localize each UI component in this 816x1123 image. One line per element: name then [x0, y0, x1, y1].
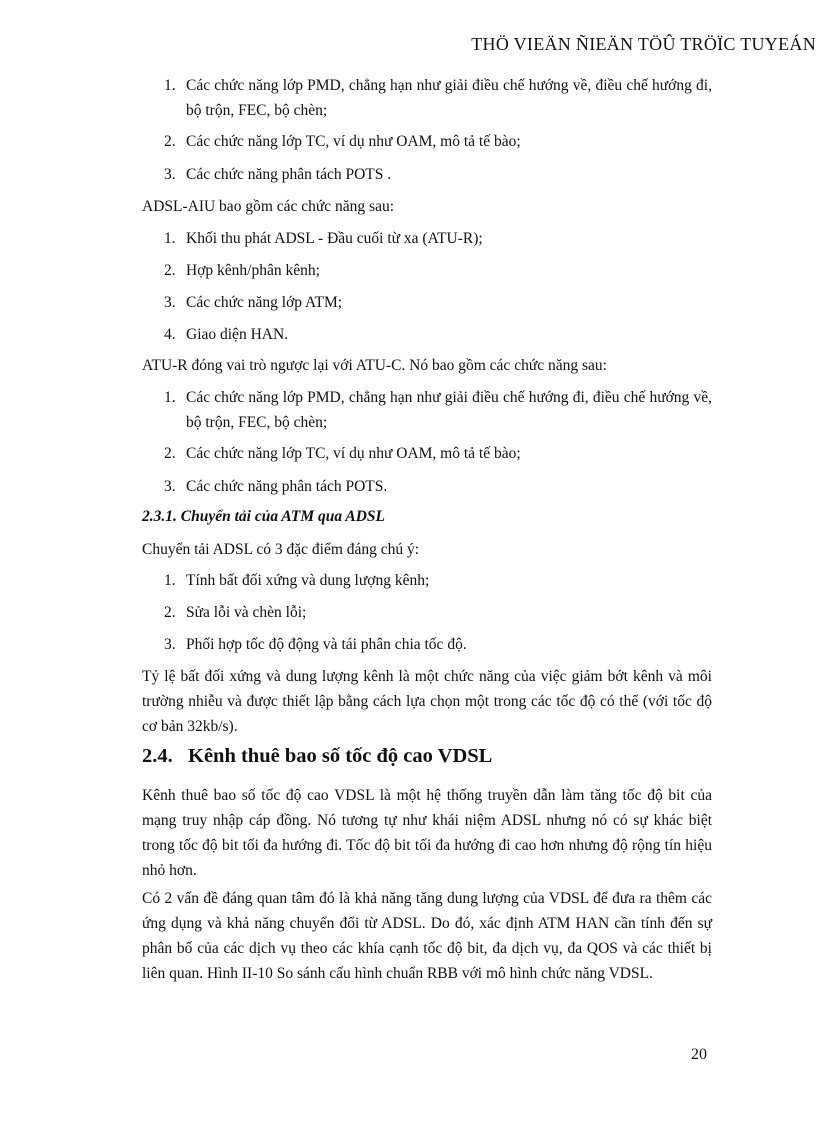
list-number: 2. [164, 133, 176, 150]
list-item [164, 73, 712, 123]
page-number: 20 [691, 1046, 707, 1063]
list-item [164, 258, 712, 283]
section-heading [142, 745, 492, 768]
list-text: Phối hợp tốc độ động và tái phân chia tốc độ. [186, 636, 467, 653]
list-text: Các chức năng lớp ATM; [186, 294, 343, 311]
list-number: 3. [164, 294, 176, 311]
list-number: 3. [164, 636, 176, 653]
list-text: Hợp kênh/phân kênh; [186, 262, 320, 279]
list-item [164, 441, 712, 466]
list-number: 1. [164, 77, 176, 94]
list-item [164, 568, 712, 593]
paragraph: ADSL-AIU bao gồm các chức năng sau: [142, 198, 395, 215]
list-item [164, 385, 712, 435]
list-text: Các chức năng phân tách POTS. [186, 478, 388, 495]
section-number: 2.4. [142, 745, 173, 767]
list-text: Tính bất đối xứng và dung lượng kênh; [186, 572, 430, 589]
list-text: Sửa lỗi và chèn lỗi; [186, 604, 307, 621]
paragraph: Kênh thuê bao số tốc độ cao VDSL là một hệ thống truyền dẫn làm tăng tốc độ bit của mạng truy nhập cáp đồng. Nó tương tự như khái niệm ADSL nhưng nó có sự khác biệt trong tốc độ bit tối đa hướng đi. Tốc độ bit tối đa hướng đi cao hơn nhưng độ rộng tín hiệu nhỏ hơn. [142, 787, 712, 879]
list-item [164, 600, 712, 625]
list-number: 1. [164, 572, 176, 589]
list-text: Các chức năng phân tách POTS . [186, 166, 392, 183]
list-text: Các chức năng lớp TC, ví dụ như OAM, mô tả tế bào; [186, 133, 521, 150]
paragraph: Chuyển tải ADSL có 3 đặc điểm đáng chú ý: [142, 541, 420, 558]
section-title: Kênh thuê bao số tốc độ cao VDSL [188, 745, 493, 767]
list-number: 1. [164, 389, 176, 406]
list-text: Giao diện HAN. [186, 326, 289, 343]
list-item [164, 322, 712, 347]
paragraph: ATU-R đóng vai trò ngược lại với ATU-C. Nó bao gồm các chức năng sau: [142, 357, 607, 374]
running-header: THÖ VIEÄN ÑIEÄN TÖÛ TRÖÏC TUYEÁN [471, 34, 816, 54]
list-item [164, 474, 712, 499]
list-number: 3. [164, 166, 176, 183]
paragraph: Tỷ lệ bất đối xứng và dung lượng kênh là một chức năng của việc giảm bớt kênh và môi trường nhiễu và được thiết lập bằng cách lựa chọn một trong các tốc độ có thể (với tốc độ cơ bản 32kb/s). [142, 668, 712, 735]
list-text: Các chức năng lớp PMD, chẳng hạn như giải điều chế hướng đi, điều chế hướng về, bộ trộn, FEC, bộ chèn; [186, 389, 712, 431]
subsection-heading: 2.3.1. Chuyển tải của ATM qua ADSL [142, 508, 386, 525]
list-item [164, 632, 712, 657]
list-text: Khối thu phát ADSL - Đầu cuối từ xa (ATU-R); [186, 230, 483, 247]
list-number: 2. [164, 604, 176, 621]
list-item [164, 129, 712, 154]
list-text: Các chức năng lớp TC, ví dụ như OAM, mô tả tế bào; [186, 445, 521, 462]
list-number: 3. [164, 478, 176, 495]
list-number: 2. [164, 262, 176, 279]
paragraph: Có 2 vấn đề đáng quan tâm đó là khả năng tăng dung lượng của VDSL để đưa ra thêm các ứng dụng và khả năng chuyển đổi từ ADSL. Do đó, xác định ATM HAN cần tính đến sự phân bố của các dịch vụ theo các khía cạnh tốc độ bit, đa dịch vụ, đa QOS và các thiết bị liên quan. Hình II-10 So sánh cấu hình chuẩn RBB với mô hình chức năng VDSL. [142, 890, 712, 982]
list-number: 4. [164, 326, 176, 343]
list-number: 1. [164, 230, 176, 247]
list-text: Các chức năng lớp PMD, chẳng hạn như giải điều chế hướng về, điều chế hướng đi, bộ trộn, FEC, bộ chèn; [186, 77, 712, 119]
list-item [164, 290, 712, 315]
list-number: 2. [164, 445, 176, 462]
list-item [164, 226, 712, 251]
list-item [164, 162, 712, 187]
